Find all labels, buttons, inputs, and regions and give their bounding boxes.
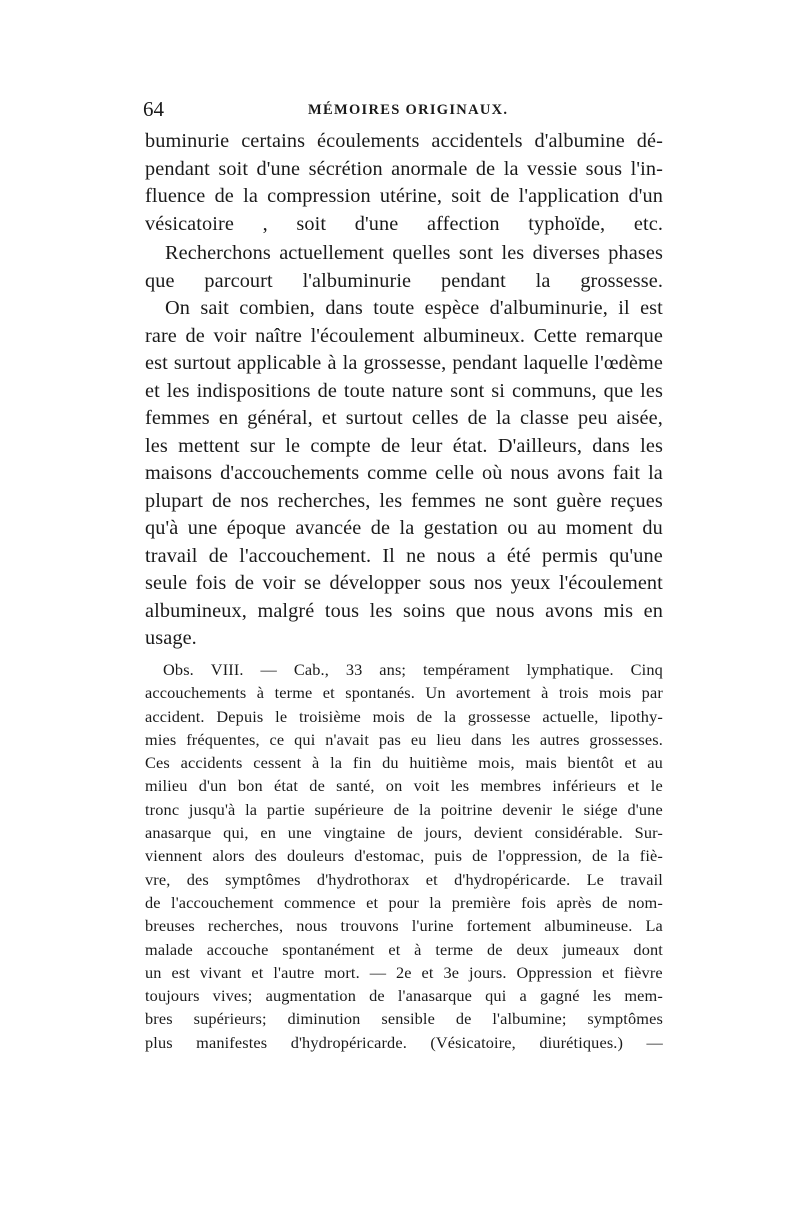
- paragraph-line: travail de l'accouchement. Il ne nous a été permis qu'une: [145, 544, 663, 567]
- observation-line: milieu d'un bon état de santé, on voit les membres inférieurs et le: [145, 776, 663, 796]
- observation-line: de l'accouchement commence et pour la première fois après de nom-: [145, 892, 663, 912]
- paragraph-line: femmes en général, et surtout celles de la classe peu aisée,: [145, 407, 663, 429]
- running-title: MÉMOIRES ORIGINAUX.: [308, 102, 509, 118]
- observation-line: tronc jusqu'à la partie supérieure de la poitrine devenir le siége d'une: [145, 799, 663, 819]
- observation-line: anasarque qui, en une vingtaine de jours, devient considérable. Sur-: [145, 823, 663, 843]
- paragraph-line: que parcourt l'albuminurie pendant la grossesse.: [145, 269, 663, 292]
- paragraph-line: Recherchons actuellement quelles sont les diverses phases: [165, 242, 663, 264]
- paragraph-line: pendant soit d'une sécrétion anormale de la vessie sous l'in-: [145, 157, 663, 180]
- paragraph-line: usage.: [145, 627, 197, 649]
- observation-line: vre, des symptômes d'hydrothorax et d'hydropéricarde. Le travail: [145, 869, 663, 889]
- paragraph-line: albumineux, malgré tous les soins que nous avons mis en: [145, 599, 663, 622]
- paragraph-line: On sait combien, dans toute espèce d'albuminurie, il est: [165, 297, 663, 319]
- running-head: [143, 96, 665, 122]
- observation-line: un est vivant et l'autre mort. — 2e et 3e jours. Oppression et fièvre: [145, 962, 663, 982]
- observation-viii: [145, 658, 663, 1054]
- observation-line: viennent alors des douleurs d'estomac, puis de l'oppression, de la fiè-: [145, 846, 663, 866]
- observation-line: mies fréquentes, ce qui n'avait pas eu lieu dans les autres grossesses.: [145, 729, 663, 749]
- paragraph-line: seule fois de voir se développer sous nos yeux l'écoulement: [145, 572, 663, 594]
- paragraph-line: buminurie certains écoulements accidentels d'albumine dé-: [145, 130, 663, 152]
- paragraph-line: est surtout applicable à la grossesse, pendant laquelle l'œdème: [145, 352, 663, 374]
- paragraph-line: et les indispositions de toute nature sont si communs, que les: [145, 379, 663, 402]
- paragraph-line: vésicatoire , soit d'une affection typhoïde, etc.: [145, 212, 663, 235]
- observation-line: Ces accidents cessent à la fin du huitième mois, mais bientôt et au: [145, 753, 663, 773]
- paragraph-line: rare de voir naître l'écoulement albumineux. Cette remarque: [145, 324, 663, 347]
- paragraph-line: plupart de nos recherches, les femmes ne sont guère reçues: [145, 489, 663, 512]
- paragraph-line: maisons d'accouchements comme celle où nous avons fait la: [145, 462, 663, 484]
- paragraph-2: [145, 240, 663, 295]
- observation-line: breuses recherches, nous trouvons l'urine fortement albumineuse. La: [145, 916, 663, 936]
- observation-line: accouchements à terme et spontanés. Un avortement à trois mois par: [145, 683, 663, 703]
- observation-line: Obs. VIII. — Cab., 33 ans; tempérament lymphatique. Cinq: [163, 660, 663, 679]
- page-number: 64: [143, 97, 164, 121]
- paragraph-line: les mettent sur le compte de leur état. D'ailleurs, dans les: [145, 434, 663, 457]
- observation-line: malade accouche spontanément et à terme de deux jumeaux dont: [145, 939, 663, 959]
- paragraph-line: qu'à une époque avancée de la gestation ou au moment du: [145, 517, 663, 539]
- observation-line: plus manifestes d'hydropéricarde. (Vésicatoire, diurétiques.) —: [145, 1032, 663, 1052]
- paragraph-1: [145, 128, 663, 238]
- paragraph-line: fluence de la compression utérine, soit de l'application d'un: [145, 185, 663, 207]
- observation-line: toujours vives; augmentation de l'anasarque qui a gagné les mem-: [145, 986, 663, 1006]
- paragraph-3: [145, 295, 663, 653]
- observation-line: accident. Depuis le troisième mois de la grossesse actuelle, lipothy-: [145, 706, 663, 726]
- observation-line: bres supérieurs; diminution sensible de l'albumine; symptômes: [145, 1009, 663, 1029]
